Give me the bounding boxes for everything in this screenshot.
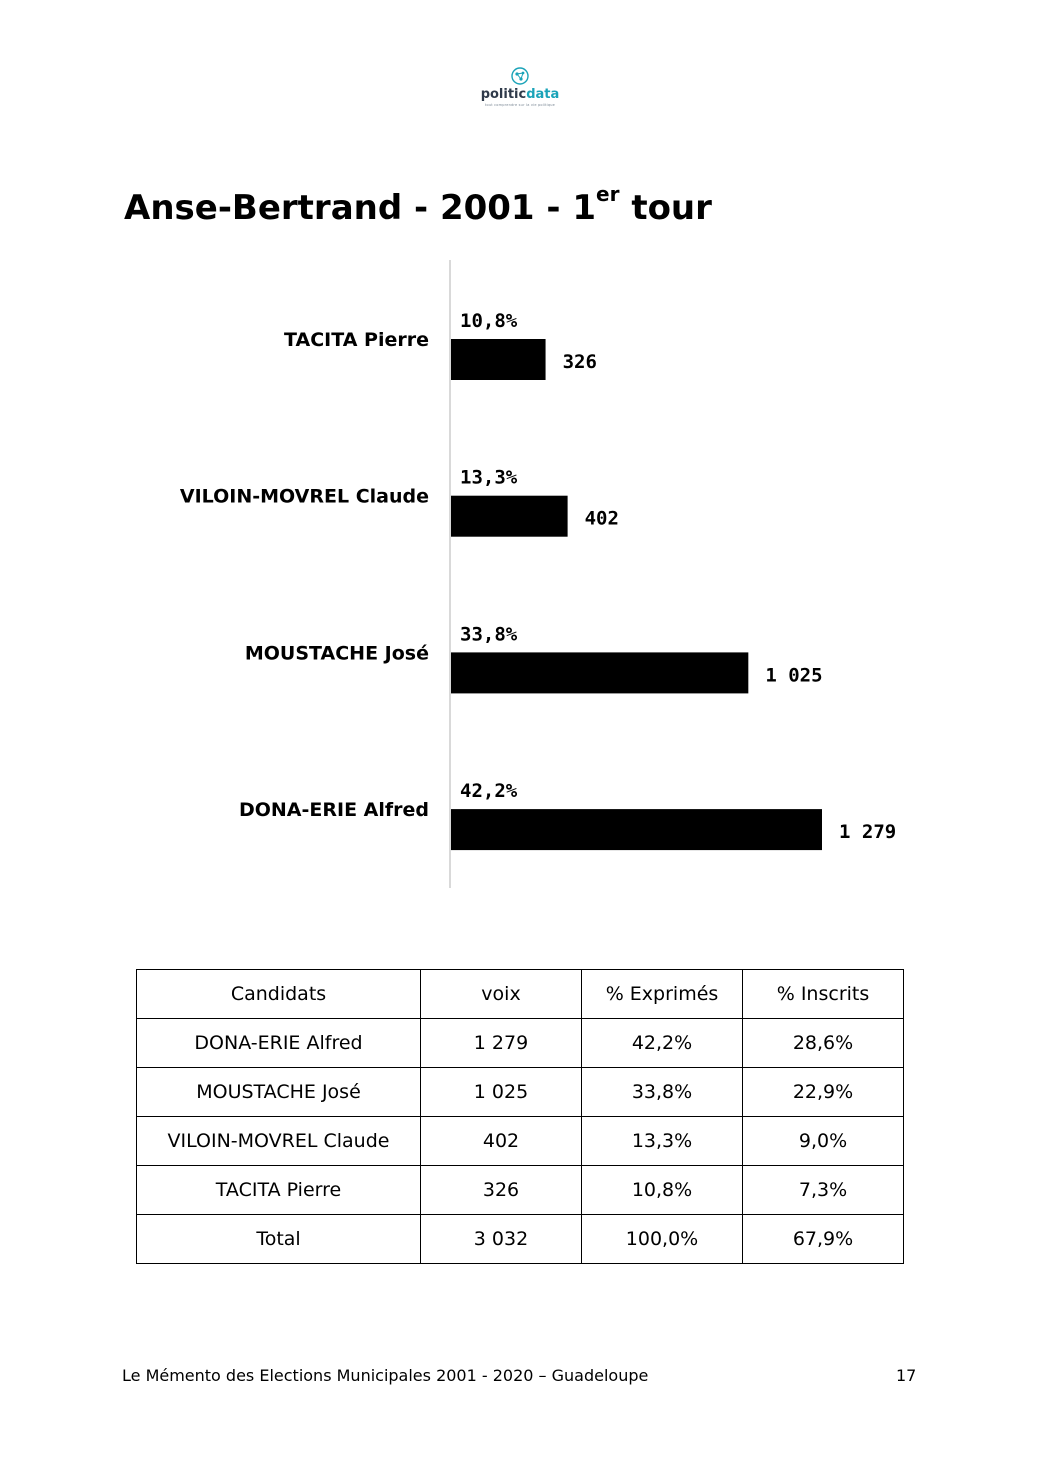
cell-pct-inscrits: 7,3% — [743, 1166, 904, 1215]
page-title-suffix: tour — [619, 188, 712, 228]
cell-candidate: DONA-ERIE Alfred — [137, 1019, 421, 1068]
cell-candidate: VILOIN-MOVREL Claude — [137, 1117, 421, 1166]
table-row — [137, 1019, 904, 1068]
header-candidats: Candidats — [137, 970, 421, 1019]
table-row — [137, 1166, 904, 1215]
chart-percent-label: 10,8% — [460, 310, 518, 332]
logo-wordmark-part2: data — [526, 87, 560, 102]
cell-pct-inscrits: 22,9% — [743, 1068, 904, 1117]
cell-voix: 402 — [421, 1117, 582, 1166]
header-pct-inscrits: % Inscrits — [743, 970, 904, 1019]
cell-pct-inscrits: 28,6% — [743, 1019, 904, 1068]
cell-pct-exprimes: 42,2% — [582, 1019, 743, 1068]
chart-category-label: VILOIN-MOVREL Claude — [179, 485, 429, 508]
cell-total-label: Total — [137, 1215, 421, 1264]
header-pct-exprimes: % Exprimés — [582, 970, 743, 1019]
logo-wordmark-part1: politic — [480, 87, 527, 102]
footer-text: Le Mémento des Elections Municipales 2001 - 2020 – Guadeloupe — [122, 1366, 649, 1385]
chart-category-label: MOUSTACHE José — [244, 642, 429, 665]
header-voix: voix — [421, 970, 582, 1019]
cell-pct-exprimes: 33,8% — [582, 1068, 743, 1117]
chart-bar — [451, 339, 546, 380]
chart-bar — [451, 652, 748, 693]
table-row — [137, 1068, 904, 1117]
page-title-text: Anse-Bertrand - 2001 - 1 — [124, 188, 597, 228]
table-total-row — [137, 1215, 904, 1264]
page-title-superscript: er — [596, 182, 620, 206]
chart-value-label: 1 025 — [765, 664, 823, 687]
chart-value-label: 402 — [584, 507, 619, 530]
cell-candidate: MOUSTACHE José — [137, 1068, 421, 1117]
chart-percent-label: 13,3% — [460, 466, 518, 489]
cell-voix: 326 — [421, 1166, 582, 1215]
chart-category-label: TACITA Pierre — [284, 329, 429, 351]
chart-category-label: DONA-ERIE Alfred — [238, 799, 429, 822]
page-number: 17 — [896, 1366, 917, 1385]
cell-voix: 1 025 — [421, 1068, 582, 1117]
cell-pct-exprimes: 10,8% — [582, 1166, 743, 1215]
chart-bar — [451, 496, 568, 537]
cell-candidate: TACITA Pierre — [137, 1166, 421, 1215]
cell-voix: 1 279 — [421, 1019, 582, 1068]
chart-percent-label: 33,8% — [460, 623, 518, 646]
logo-tagline: tout comprendre sur la vie politique — [484, 103, 556, 107]
results-table — [136, 969, 904, 1264]
chart-value-label: 1 279 — [839, 821, 897, 844]
table-row — [137, 1117, 904, 1166]
cell-pct-exprimes: 13,3% — [582, 1117, 743, 1166]
cell-total-pct-exprimes: 100,0% — [582, 1215, 743, 1264]
cell-total-voix: 3 032 — [421, 1215, 582, 1264]
cell-pct-inscrits: 9,0% — [743, 1117, 904, 1166]
chart-value-label: 326 — [562, 351, 597, 373]
chart-percent-label: 42,2% — [460, 780, 518, 803]
cell-total-pct-inscrits: 67,9% — [743, 1215, 904, 1264]
table-header-row — [137, 970, 904, 1019]
chart-bar — [451, 809, 822, 850]
